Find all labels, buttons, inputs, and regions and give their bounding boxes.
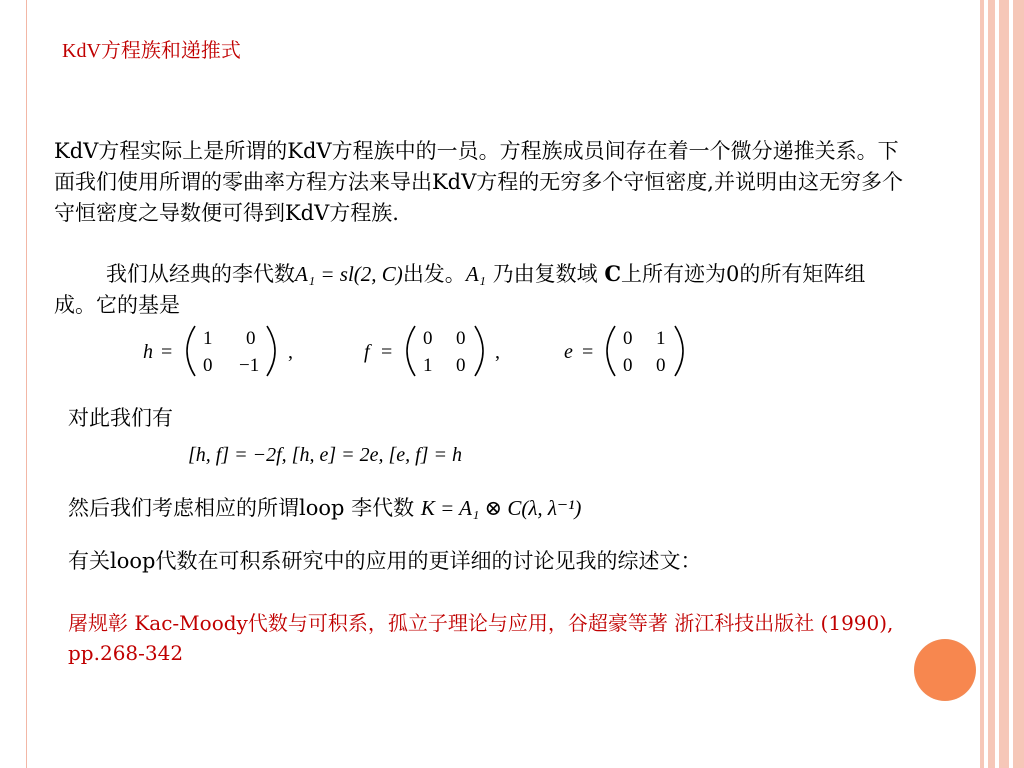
math-loop-algebra: K = A₁ ⊗ C(λ, λ⁻¹) [420, 496, 582, 520]
left-border-line [26, 0, 27, 768]
matrix-f-11: 0 [423, 328, 433, 349]
matrix-f-name: f [364, 341, 370, 363]
matrix-h-11: 1 [203, 328, 213, 349]
reference-citation: 屠规彰 Kac-Moody代数与可积系，孤立子理论与应用，谷超豪等著 浙江科技出版社 (1990), pp.268-342 [68, 611, 894, 665]
svg-text:=: = [381, 341, 393, 363]
line-we-have: 对此我们有 [68, 406, 173, 430]
right-decoration-stripes [980, 0, 1024, 768]
math-a1: A₁ [465, 262, 486, 286]
matrix-h-21: 0 [203, 355, 213, 376]
matrix-h-12: 0 [246, 328, 256, 349]
matrix-e-22: 0 [656, 355, 666, 376]
line-loop-algebra: 然后我们考虑相应的所谓loop 李代数 K = A₁ ⊗ C(λ, λ⁻¹) [68, 496, 582, 520]
math-complex-field: C [604, 261, 622, 286]
matrix-e-name: e [564, 341, 573, 363]
matrix-e-21: 0 [623, 355, 633, 376]
svg-text:,: , [288, 341, 293, 363]
matrix-e-11: 0 [623, 328, 633, 349]
basis-matrices [143, 322, 703, 380]
matrix-f-12: 0 [456, 328, 466, 349]
accent-circle [915, 640, 975, 700]
math-a1-sl2: A₁ = sl(2, C) [295, 262, 403, 286]
paragraph-lie-algebra: 我们从经典的李代数A₁ = sl(2, C)出发。A₁ 乃由复数域 C上所有迹为0的所有矩阵组成。它的基是 [54, 261, 866, 317]
paragraph-intro: KdV方程实际上是所谓的KdV方程族中的一员。方程族成员间存在着一个微分递推关系。下面我们使用所谓的零曲率方程方法来导出KdV方程的无穷多个守恒密度,并说明由这无穷多个守恒密度之导数便可得到KdV方程族. [54, 139, 903, 225]
commutation-relations: [h, f] = −2f, [h, e] = 2e, [e, f] = h [188, 444, 462, 466]
matrix-h-name: h [143, 341, 153, 363]
matrix-h-22: −1 [239, 355, 260, 376]
matrix-f-21: 1 [423, 355, 433, 376]
matrix-f-22: 0 [456, 355, 466, 376]
svg-text:=: = [161, 341, 173, 363]
svg-text:=: = [582, 341, 594, 363]
slide-title: KdV方程族和递推式 [62, 40, 241, 62]
svg-text:,: , [495, 341, 500, 363]
line-review-reference: 有关loop代数在可积系研究中的应用的更详细的讨论见我的综述文： [68, 549, 702, 573]
matrix-e-12: 1 [656, 328, 666, 349]
